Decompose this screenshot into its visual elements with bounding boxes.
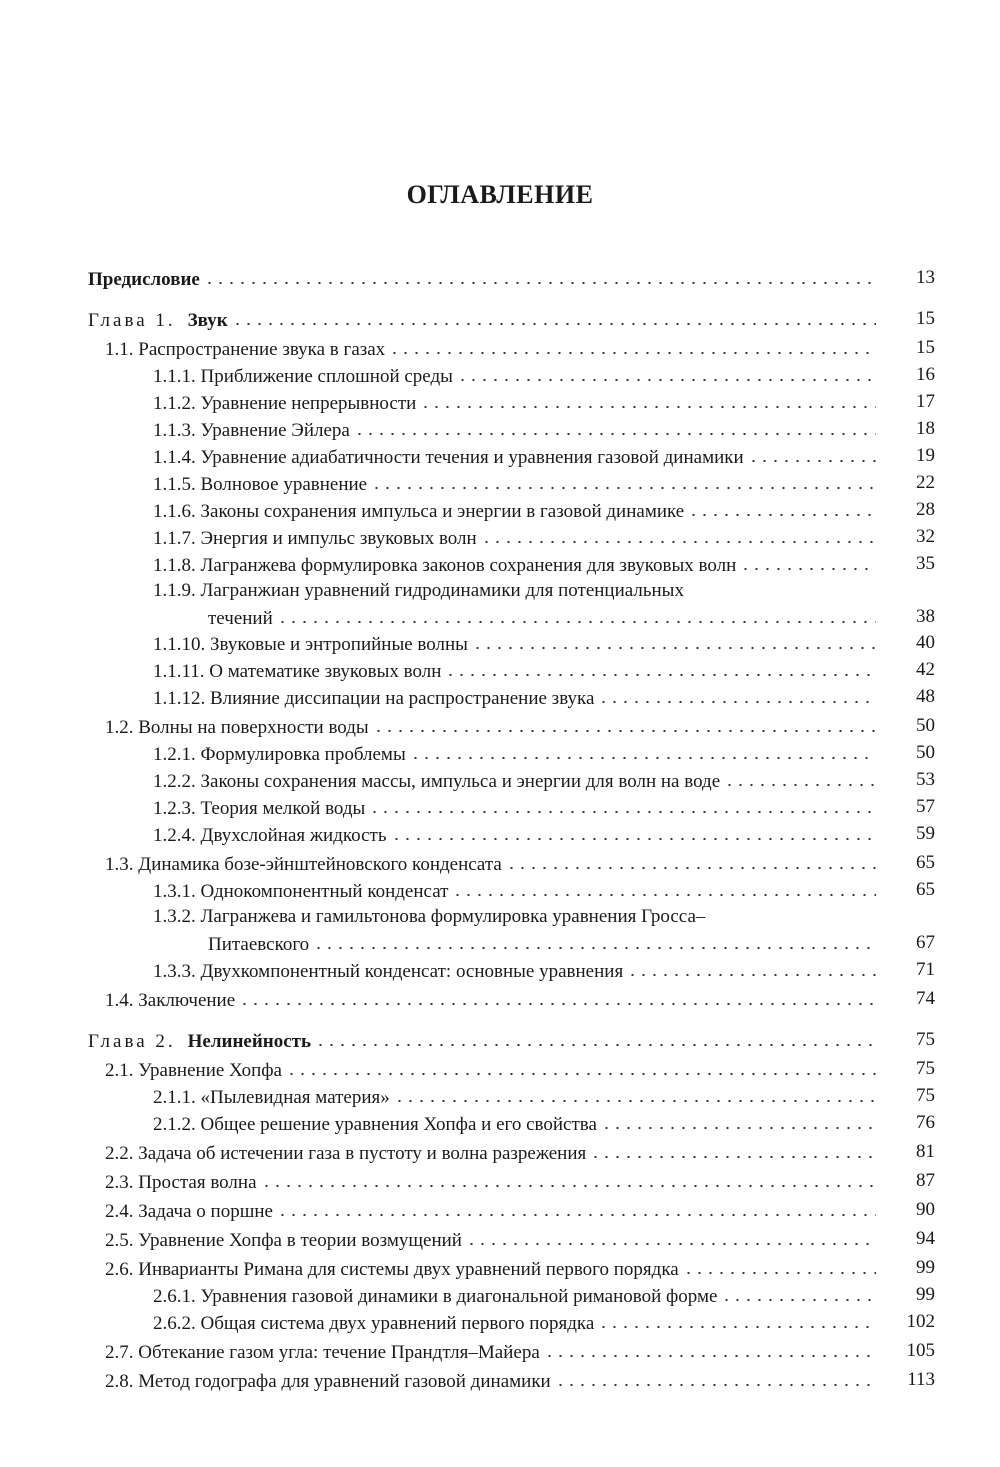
entry-title: 1.2.4. Двухслойная жидкость: [153, 825, 387, 846]
leader-dots: [683, 1256, 876, 1275]
entry-title: 1.1.10. Звуковые и энтропийные волны: [153, 634, 468, 655]
toc-subsection[interactable]: [0, 658, 1000, 682]
entry-title: 1.1.8. Лагранжева формулировка законов сохранения для звуковых волн: [153, 555, 737, 576]
entry-title: 2.6.1. Уравнения газовой динамики в диагональной римановой форме: [153, 1286, 718, 1307]
page-number: 102: [906, 1311, 935, 1332]
page-number: 99: [916, 1257, 935, 1278]
page-number: 87: [916, 1170, 935, 1191]
toc-section[interactable]: [0, 1339, 1000, 1363]
page-number: 59: [916, 823, 935, 844]
toc-section[interactable]: [0, 1227, 1000, 1251]
page-title: ОГЛАВЛЕНИЕ: [406, 180, 594, 209]
leader-dots: [371, 471, 876, 490]
toc-section[interactable]: [0, 987, 1000, 1011]
page-number: 65: [916, 879, 935, 900]
page-number: 94: [916, 1228, 935, 1249]
page-number: 35: [916, 553, 935, 574]
leader-dots: [389, 336, 876, 355]
page-number: 15: [916, 337, 935, 358]
leader-dots: [204, 266, 876, 285]
chapter-label: Глава 1.: [88, 310, 176, 331]
toc-chapter-1[interactable]: [0, 307, 1000, 331]
entry-title: 1.1. Распространение звука в газах: [105, 339, 386, 360]
page-number: 90: [916, 1199, 935, 1220]
toc-section[interactable]: [0, 1169, 1000, 1193]
toc-subsection[interactable]: [0, 390, 1000, 414]
entry-title: 1.2.3. Теория мелкой воды: [153, 798, 366, 819]
page-number: 17: [916, 391, 935, 412]
leader-dots: [724, 768, 876, 787]
toc-subsection[interactable]: [0, 498, 1000, 522]
entry-title: 1.2.1. Формулировка проблемы: [153, 744, 406, 765]
toc-section[interactable]: [0, 1256, 1000, 1280]
toc-section[interactable]: [0, 336, 1000, 360]
leader-dots: [373, 714, 876, 733]
entry-title: 1.2.2. Законы сохранения массы, импульса и энергии для волн на воде: [153, 771, 721, 792]
leader-dots: [688, 498, 876, 517]
entry-title: 1.1.5. Волновое уравнение: [153, 474, 368, 495]
leader-dots: [315, 1028, 876, 1047]
toc-subsection[interactable]: [0, 363, 1000, 387]
entry-title: Нелинейность: [187, 1031, 312, 1052]
leader-dots: [354, 417, 876, 436]
page-number: 57: [916, 796, 935, 817]
toc-section[interactable]: [0, 1140, 1000, 1164]
page-number: 71: [916, 959, 935, 980]
toc-chapter-2[interactable]: [0, 1028, 1000, 1052]
leader-dots: [481, 525, 876, 544]
entry-title: 2.3. Простая волна: [105, 1172, 257, 1193]
leader-dots: [721, 1283, 876, 1302]
leader-dots: [457, 363, 876, 382]
toc-subsection[interactable]: [0, 525, 1000, 549]
leader-dots: [232, 307, 876, 326]
leader-dots: [740, 552, 876, 571]
entry-title: 1.1.7. Энергия и импульс звуковых волн: [153, 528, 477, 549]
entry-title: 1.1.11. О математике звуковых волн: [153, 661, 442, 682]
page-number: 40: [916, 632, 935, 653]
leader-dots: [391, 822, 876, 841]
entry-title: 1.1.6. Законы сохранения импульса и энергии в газовой динамике: [153, 501, 685, 522]
toc-subsection[interactable]: [0, 631, 1000, 655]
toc-entry-preface[interactable]: [0, 266, 1000, 290]
toc-subsection[interactable]: [0, 958, 1000, 982]
page-number: 53: [916, 769, 935, 790]
leader-dots: [239, 987, 876, 1006]
leader-dots: [277, 1198, 876, 1217]
leader-dots: [286, 1057, 876, 1076]
leader-dots: [420, 390, 876, 409]
toc-subsection[interactable]: [0, 741, 1000, 765]
page-number: 81: [916, 1141, 935, 1162]
entry-title: 2.7. Обтекание газом угла: течение Прандтля–Майера: [105, 1342, 540, 1363]
entry-title: 1.2. Волны на поверхности воды: [105, 717, 369, 738]
toc-section[interactable]: [0, 851, 1000, 875]
toc-subsection[interactable]: [0, 1283, 1000, 1307]
entry-title: Звук: [187, 310, 228, 331]
entry-title-line-2: течений: [208, 608, 273, 629]
page-number: 74: [916, 988, 935, 1009]
page-number: 105: [906, 1340, 935, 1361]
entry-title: 1.1.4. Уравнение адиабатичности течения и уравнения газовой динамики: [153, 447, 744, 468]
toc-section[interactable]: [0, 1057, 1000, 1081]
entry-title: 2.4. Задача о поршне: [105, 1201, 273, 1222]
leader-dots: [472, 631, 876, 650]
page-number: 75: [916, 1085, 935, 1106]
entry-title: 1.3. Динамика бозе-эйнштейновского конденсата: [105, 854, 502, 875]
toc-subsection[interactable]: [0, 931, 1000, 955]
entry-title: 2.5. Уравнение Хопфа в теории возмущений: [105, 1230, 462, 1251]
toc-subsection[interactable]: [0, 552, 1000, 576]
leader-dots: [555, 1368, 876, 1387]
entry-title: 1.1.12. Влияние диссипации на распространение звука: [153, 688, 595, 709]
toc-subsection[interactable]: [0, 878, 1000, 902]
entry-title: 2.6. Инварианты Римана для системы двух уравнений первого порядка: [105, 1259, 679, 1280]
toc-section[interactable]: [0, 714, 1000, 738]
entry-title-line-2: Питаевского: [208, 934, 310, 955]
entry-title: 2.6.2. Общая система двух уравнений первого порядка: [153, 1313, 595, 1334]
page-number: 75: [916, 1058, 935, 1079]
leader-dots: [313, 931, 876, 950]
page-number: 13: [916, 267, 935, 288]
page-number: 113: [907, 1369, 935, 1390]
page-number: 50: [916, 742, 935, 763]
page-number: 67: [916, 932, 935, 953]
toc-subsection[interactable]: [0, 822, 1000, 846]
page-number: 16: [916, 364, 935, 385]
entry-title: 1.1.1. Приближение сплошной среды: [153, 366, 453, 387]
entry-title: 1.4. Заключение: [105, 990, 236, 1011]
toc-subsection[interactable]: [0, 768, 1000, 792]
leader-dots: [598, 685, 876, 704]
entry-title: 1.1.2. Уравнение непрерывности: [153, 393, 417, 414]
toc-subsection[interactable]: [0, 795, 1000, 819]
leader-dots: [748, 444, 876, 463]
entry-title: 1.1.3. Уравнение Эйлера: [153, 420, 350, 441]
page-number: 19: [916, 445, 935, 466]
leader-dots: [452, 878, 876, 897]
leader-dots: [394, 1084, 876, 1103]
leader-dots: [544, 1339, 876, 1358]
page-number: 15: [916, 308, 935, 329]
toc-subsection[interactable]: [0, 1084, 1000, 1108]
chapter-label: Глава 2.: [88, 1031, 176, 1052]
page-number: 28: [916, 499, 935, 520]
leader-dots: [506, 851, 876, 870]
leader-dots: [590, 1140, 876, 1159]
page-number: 32: [916, 526, 935, 547]
page-number: 75: [916, 1029, 935, 1050]
leader-dots: [598, 1310, 876, 1329]
leader-dots: [277, 605, 876, 624]
leader-dots: [466, 1227, 876, 1246]
entry-title: 1.3.3. Двухкомпонентный конденсат: основные уравнения: [153, 961, 624, 982]
entry-title: 2.8. Метод годографа для уравнений газовой динамики: [105, 1371, 551, 1392]
toc-subsection[interactable]: [0, 444, 1000, 468]
toc-subsection[interactable]: [0, 605, 1000, 629]
leader-dots: [627, 958, 876, 977]
page-number: 42: [916, 659, 935, 680]
page-number: 76: [916, 1112, 935, 1133]
entry-title: 2.1. Уравнение Хопфа: [105, 1060, 282, 1081]
entry-title: 2.1.1. «Пылевидная материя»: [153, 1087, 390, 1108]
toc-subsection[interactable]: [0, 471, 1000, 495]
entry-title: Предисловие: [88, 269, 200, 290]
page-number: 22: [916, 472, 935, 493]
entry-title-line-1[interactable]: 1.3.2. Лагранжева и гамильтонова формулировка уравнения Гросса–: [153, 906, 706, 927]
toc-subsection[interactable]: [0, 417, 1000, 441]
toc-section[interactable]: [0, 1368, 1000, 1392]
toc-subsection[interactable]: [0, 1111, 1000, 1135]
entry-title: 2.1.2. Общее решение уравнения Хопфа и его свойства: [153, 1114, 597, 1135]
entry-title-line-1[interactable]: 1.1.9. Лагранжиан уравнений гидродинамики для потенциальных: [153, 580, 684, 601]
entry-title: 2.2. Задача об истечении газа в пустоту и волна разрежения: [105, 1143, 587, 1164]
page-number: 65: [916, 852, 935, 873]
page-number: 99: [916, 1284, 935, 1305]
leader-dots: [261, 1169, 876, 1188]
page-number: 48: [916, 686, 935, 707]
toc-subsection[interactable]: [0, 685, 1000, 709]
page-number: 18: [916, 418, 935, 439]
leader-dots: [601, 1111, 876, 1130]
leader-dots: [369, 795, 876, 814]
page-number: 50: [916, 715, 935, 736]
entry-title: 1.3.1. Однокомпонентный конденсат: [153, 881, 449, 902]
leader-dots: [410, 741, 876, 760]
toc-section[interactable]: [0, 1198, 1000, 1222]
toc-subsection[interactable]: [0, 1310, 1000, 1334]
page-number: 38: [916, 606, 935, 627]
leader-dots: [445, 658, 876, 677]
